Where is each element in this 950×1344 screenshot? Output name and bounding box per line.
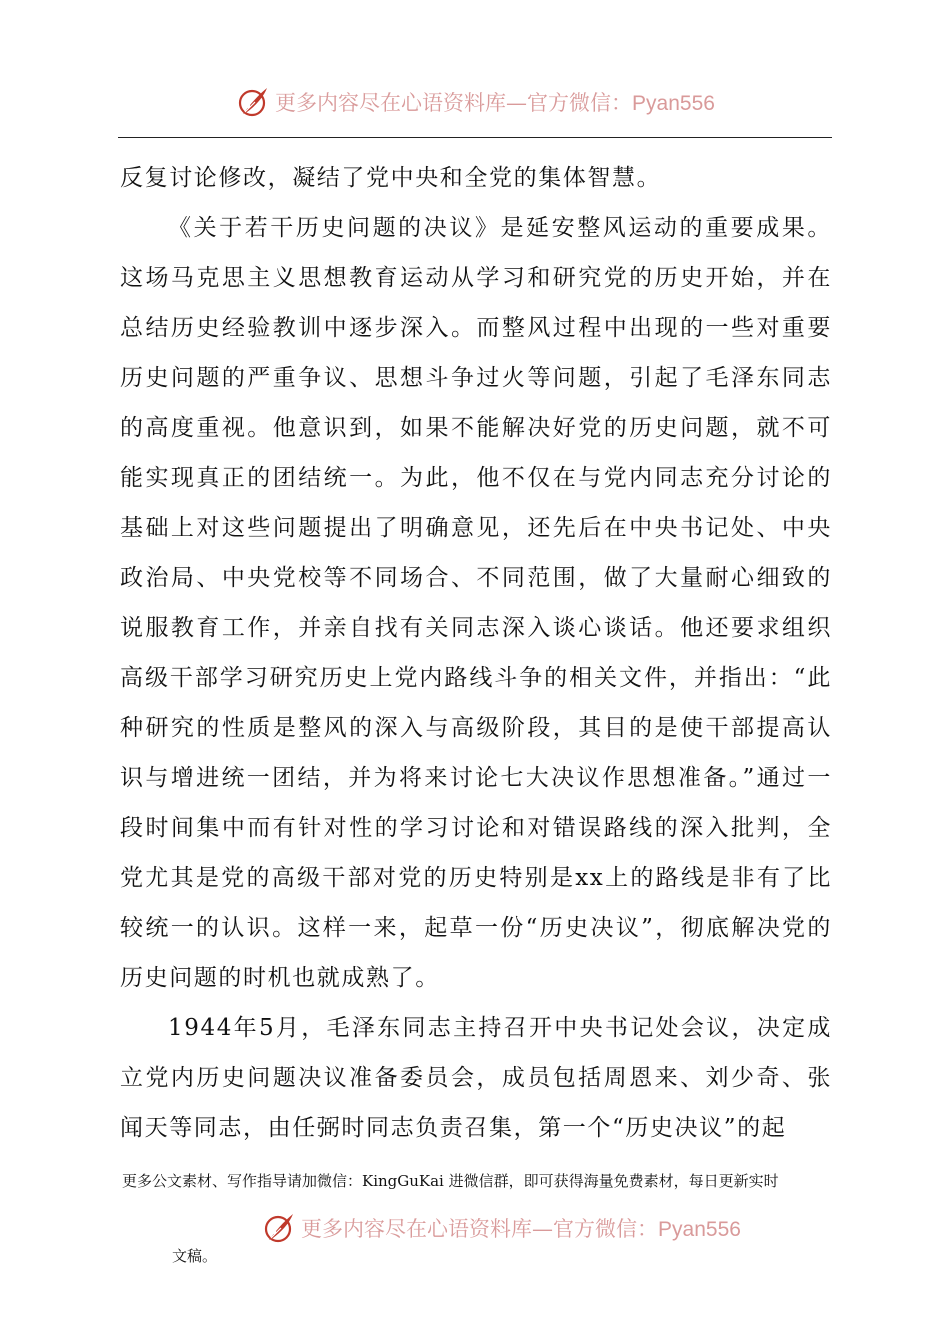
paragraph-2: 《关于若干历史问题的决议》是延安整风运动的重要成果。这场马克思主义思想教育运动从学习和研究党的历史开始，并在总结历史经验教训中逐步深入。而整风过程中出现的一些对重要历史问题的严重争议、思想斗争过火等问题，引起了毛泽东同志的高度重视。他意识到，如果不能解决好党的历史问题，就不可能实现真正的团结统一。为此，他不仅在与党内同志充分讨论的基础上对这些问题提出了明确意见，还先后在中央书记处、中央政治局、中央党校等不同场合、不同范围，做了大量耐心细致的说服教育工作，并亲自找有关同志深入谈心谈话。他还要求组织高级干部学习研究历史上党内路线斗争的相关文件，并指出：“此种研究的性质是整风的深入与高级阶段，其目的是使干部提高认识与增进统一团结，并为将来讨论七大决议作思想准备。”通过一段时间集中而有针对性的学习讨论和对错误路线的深入批判，全党尤其是党的高级干部对党的历史特别是xx上的路线是非有了比较统一的认识。这样一来，起草一份“历史决议”，彻底解决党的历史问题的时机也就成熟了。	[120, 215, 832, 991]
footer-banner-text	[301, 1213, 741, 1243]
paragraph-1: 反复讨论修改，凝结了党中央和全党的集体智慧。	[120, 165, 662, 191]
quill-pen-logo-icon	[261, 1210, 297, 1246]
footer-note: 更多公文素材、写作指导请加微信：KingGuKai 进微信群，即可获得海量免费素材，每日更新实时	[122, 1172, 779, 1190]
header-banner-wechat-id: Pyan556	[632, 92, 715, 115]
paragraph-3: 1944年5月，毛泽东同志主持召开中央书记处会议，决定成立党内历史问题决议准备委员会，成员包括周恩来、刘少奇、张闻天等同志，由任弼时同志负责召集，第一个“历史决议”的起	[120, 1015, 832, 1141]
footer-banner-title: 更多内容尽在心语资料库—官方微信：	[301, 1217, 659, 1241]
header-banner-title: 更多内容尽在心语资料库—官方微信：	[275, 91, 633, 115]
header-rule	[118, 137, 832, 138]
footer-note-tail: 文稿。	[172, 1247, 218, 1265]
footer-banner	[26, 1208, 950, 1248]
document-body	[120, 153, 832, 1153]
footer-banner-wechat-id: Pyan556	[658, 1218, 741, 1241]
header-banner-text	[275, 87, 715, 117]
header-banner	[0, 82, 950, 122]
quill-pen-logo-icon	[235, 84, 271, 120]
